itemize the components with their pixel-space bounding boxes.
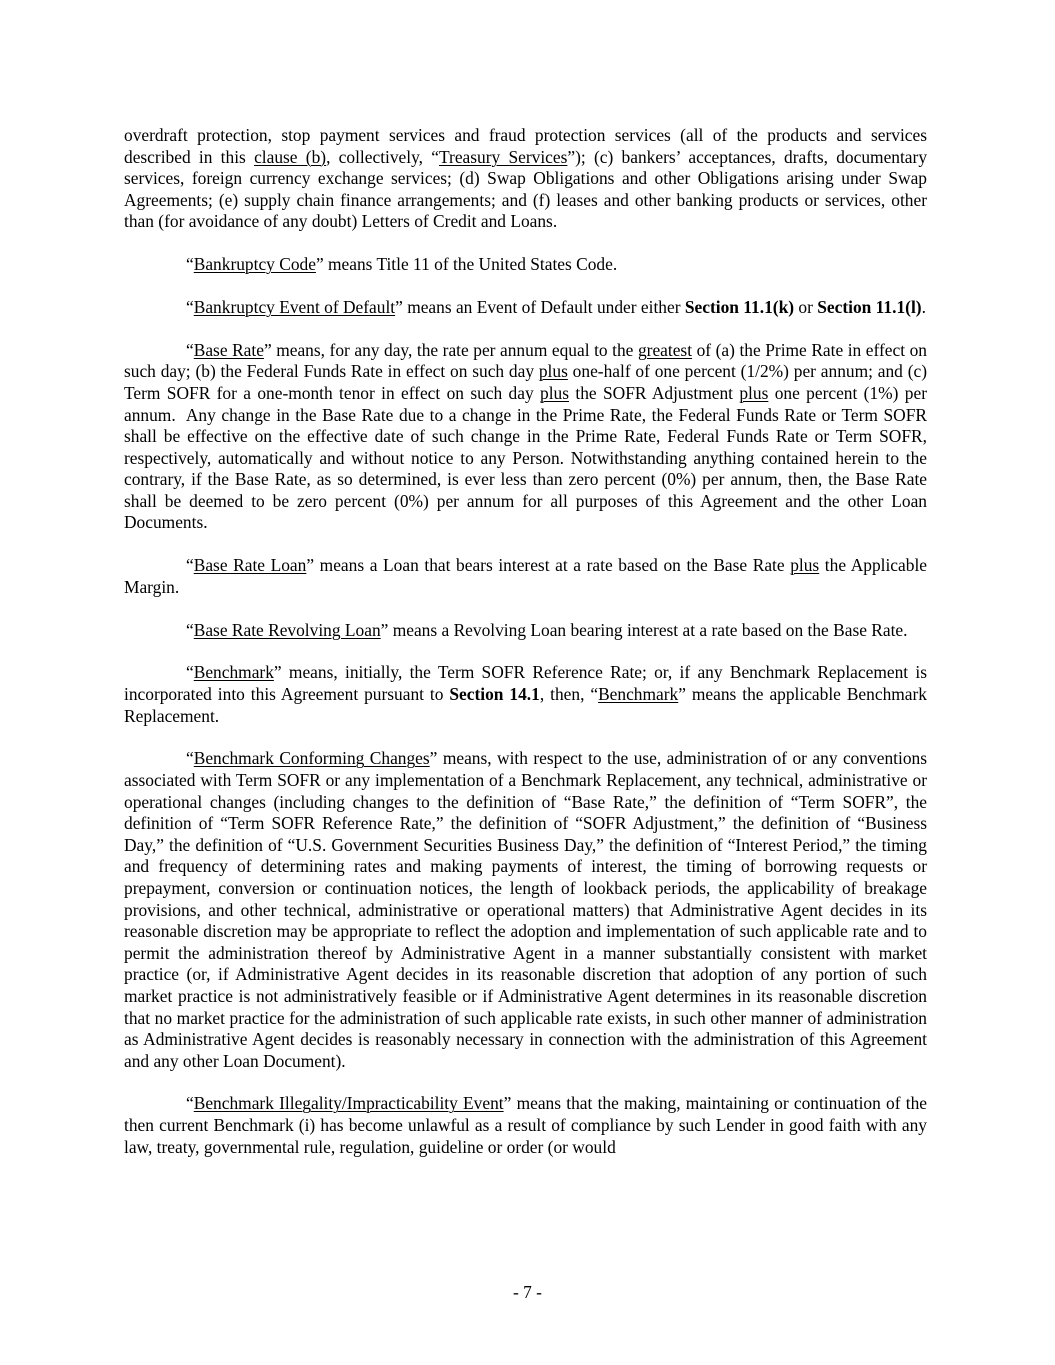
- body-text: ” means that the making, maintaining or continuation of the then current Benchmark (i) has become unlawful as a result of compliance by such Lender in good faith with any law, treaty, governmental rule, regulation, guideline or order (or would: [124, 1093, 928, 1157]
- body-text: ” means, with respect to the use, administration of or any conventions associated with Term SOFR or any implementation of a Benchmark Replacement, any technical, administrative or operational changes (including changes to the definition of “Base Rate,” the definition of “Term SOFR”, the definition of “Term SOFR Reference Rate,” the definition of “SOFR Adjustment,” the definition of “Business Day,” the definition of “U.S. Government Securities Business Day,” the definition of “Interest Period,” the timing and frequency of determining rates and making payments of interest, the timing of borrowing requests or prepayment, conversion or continuation notices, the length of lookback periods, the applicability of breakage provisions, and other technical, administrative or operational matters) that Administrative Agent decides in its reasonable discretion may be appropriate to reflect the adoption and implementation of such applicable rate and to permit the administration thereof by Administrative Agent in a manner substantially consistent with market practice (or, if Administrative Agent decides in its reasonable discretion that adoption of any portion of such market practice is not administratively feasible or if Administrative Agent determines in its reasonable discretion that no market practice for the administration of such applicable rate exists, in such other manner of administration as Administrative Agent decides is reasonably necessary in connection with the administration of this Agreement and any other Loan Document).: [124, 748, 927, 1071]
- definition-base-rate-loan: [124, 555, 927, 598]
- body-text: , then, “: [539, 684, 599, 704]
- body-text: the SOFR Adjustment: [569, 382, 740, 403]
- defined-term: Base Rate: [193, 339, 264, 360]
- body-text: or: [794, 296, 818, 317]
- body-text: ” means a Revolving Loan bearing interest at a rate based on the Base Rate.: [380, 619, 908, 640]
- defined-term: greatest: [637, 339, 693, 360]
- definition-benchmark: [124, 662, 927, 727]
- page-number: - 7 -: [513, 1282, 542, 1302]
- section-reference: Section 11.1(k): [684, 296, 795, 317]
- body-text: ” means Title 11 of the United States Code.: [315, 254, 618, 275]
- definition-base-rate-revolving-loan: [124, 620, 927, 642]
- paragraph-continuation: [124, 125, 927, 233]
- defined-term: Benchmark Illegality/Impracticability Event: [193, 1093, 504, 1114]
- defined-term: plus: [790, 555, 820, 576]
- body-text: , collectively, “: [326, 146, 440, 167]
- definition-bankruptcy-event-of-default: [124, 297, 927, 319]
- body-text: one percent (1%) per annum. Any change in the Base Rate due to a change in the Prime Rate, the Federal Funds Rate or Term SOFR shall be effective on the effective date of such change in the Prime Rate, Federal Funds Rate or Term SOFR, respectively, automatically and without notice to any Person. Notwithstanding anything contained herein to the contrary, if the Base Rate, as so determined, is ever less than zero percent (0%) per annum, then, the Base Rate shall be deemed to be zero percent (0%) per annum for all purposes of this Agreement and the other Loan Documents.: [124, 382, 927, 533]
- section-reference: Section 11.1(l): [817, 296, 922, 317]
- body-text: “: [186, 555, 194, 576]
- defined-term: plus: [739, 382, 769, 403]
- definition-benchmark-illegality-impracticability-event: [124, 1093, 927, 1158]
- body-text: “: [186, 296, 194, 317]
- body-text: ” means, initially, the Term SOFR Reference Rate; or, if any Benchmark Replacement is incorporated into this Agreement pursuant to: [124, 662, 927, 704]
- defined-term: Benchmark: [193, 662, 274, 683]
- body-text: “: [186, 254, 194, 275]
- body-text: “: [186, 1093, 194, 1114]
- defined-term: Treasury Services: [439, 146, 568, 167]
- body-text: of (a) the Prime Rate in effect on such day; (b) the Federal Funds Rate in effect on such day: [124, 339, 927, 382]
- body-text: overdraft protection, stop payment services and fraud protection services (all of the products and services described in this: [124, 125, 927, 167]
- body-text: the Applicable Margin.: [124, 555, 927, 597]
- defined-term: Bankruptcy Event of Default: [193, 296, 396, 317]
- definition-base-rate: [124, 340, 927, 534]
- body-text: ” means an Event of Default under either: [395, 296, 685, 317]
- body-text: “: [186, 339, 194, 360]
- defined-term: Base Rate Revolving Loan: [193, 619, 381, 640]
- body-text: “: [186, 662, 194, 683]
- body-text: ” means the applicable Benchmark Replacement.: [124, 684, 927, 726]
- defined-term: clause (b): [254, 146, 327, 167]
- defined-term: Base Rate Loan: [193, 555, 307, 576]
- definition-benchmark-conforming-changes: [124, 748, 927, 1072]
- defined-term: Bankruptcy Code: [193, 254, 316, 275]
- body-text: ” means, for any day, the rate per annum equal to the: [263, 339, 638, 360]
- document-page-body: [124, 125, 927, 1179]
- defined-term: Benchmark Conforming Changes: [193, 748, 430, 769]
- section-reference: Section 14.1: [449, 684, 540, 704]
- defined-term: Benchmark: [598, 684, 679, 704]
- defined-term: plus: [540, 382, 570, 403]
- body-text: “: [186, 619, 194, 640]
- body-text: “: [186, 748, 194, 769]
- body-text: .: [921, 296, 926, 317]
- body-text: ” means a Loan that bears interest at a rate based on the Base Rate: [306, 555, 791, 576]
- defined-term: plus: [538, 361, 568, 382]
- body-text: ”); (c) bankers’ acceptances, drafts, documentary services, foreign currency exchange services; (d) Swap Obligations and other Obligations arising under Swap Agreements; (e) supply chain finance arrangements; and (f) leases and other banking products or services, other than (for avoidance of any doubt) Letters of Credit and Loans.: [124, 146, 928, 232]
- definition-bankruptcy-code: [124, 254, 927, 276]
- body-text: one-half of one percent (1/2%) per annum; and (c) Term SOFR for a one-month tenor in effect on such day: [124, 361, 927, 403]
